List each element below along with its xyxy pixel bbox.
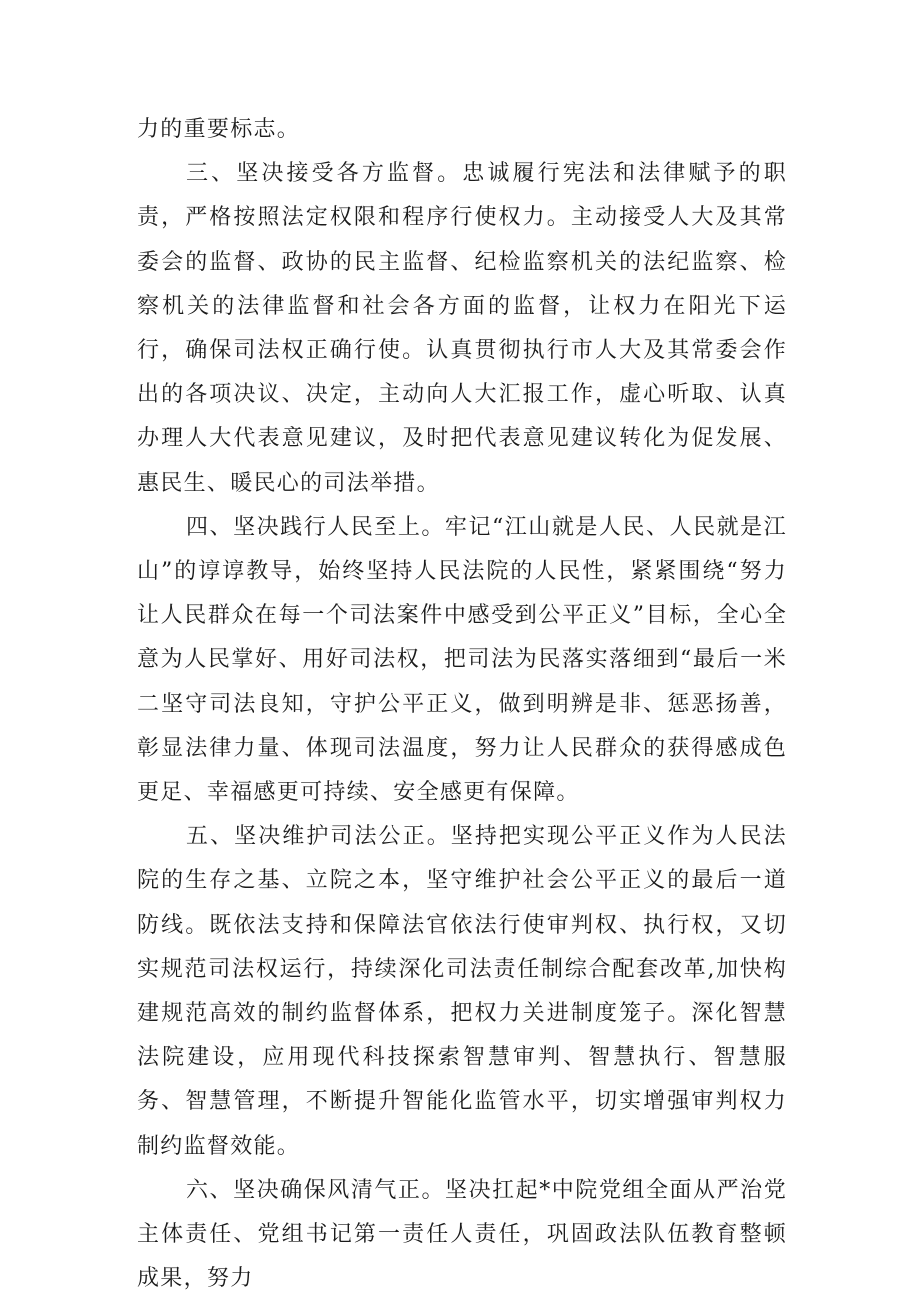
paragraph-section-six: 六、坚决确保风清气正。坚决扛起*中院党组全面从严治党主体责任、党组书记第一责任人责任，巩固政法队伍教育整顿成果，努力	[137, 1177, 787, 1292]
document-body	[137, 108, 787, 1301]
paragraph-continuation: 力的重要标志。	[137, 117, 301, 142]
paragraph-section-three: 三、坚决接受各方监督。忠诚履行宪法和法律赋予的职责，严格按照法定权限和程序行使权力。主动接受人大及其常委会的监督、政协的民主监督、纪检监察机关的法纪监察、检察机关的法律监督和社会各方面的监督，让权力在阳光下运行，确保司法权正确行使。认真贯彻执行市人大及其常委会作出的各项决议、决定，主动向人大汇报工作，虚心听取、认真办理人大代表意见建议，及时把代表意见建议转化为促发展、惠民生、暖民心的司法举措。	[137, 161, 787, 496]
paragraph-section-five: 五、坚决维护司法公正。坚持把实现公平正义作为人民法院的生存之基、立院之本，坚守维护社会公平正义的最后一道防线。既依法支持和保障法官依法行使审判权、执行权，又切实规范司法权运行，持续深化司法责任制综合配套改革,加快构建规范高效的制约监督体系，把权力关进制度笼子。深化智慧法院建设，应用现代科技探索智慧审判、智慧执行、智慧服务、智慧管理，不断提升智能化监管水平，切实增强审判权力制约监督效能。	[137, 824, 787, 1159]
paragraph-section-four: 四、坚决践行人民至上。牢记“江山就是人民、人民就是江山”的谆谆教导，始终坚持人民法院的人民性，紧紧围绕“努力让人民群众在每一个司法案件中感受到公平正义”目标，全心全意为人民掌好、用好司法权，把司法为民落实落细到“最后一米二坚守司法良知，守护公平正义，做到明辨是非、惩恶扬善，彰显法律力量、体现司法温度，努力让人民群众的获得感成色更足、幸福感更可持续、安全感更有保障。	[137, 514, 787, 806]
